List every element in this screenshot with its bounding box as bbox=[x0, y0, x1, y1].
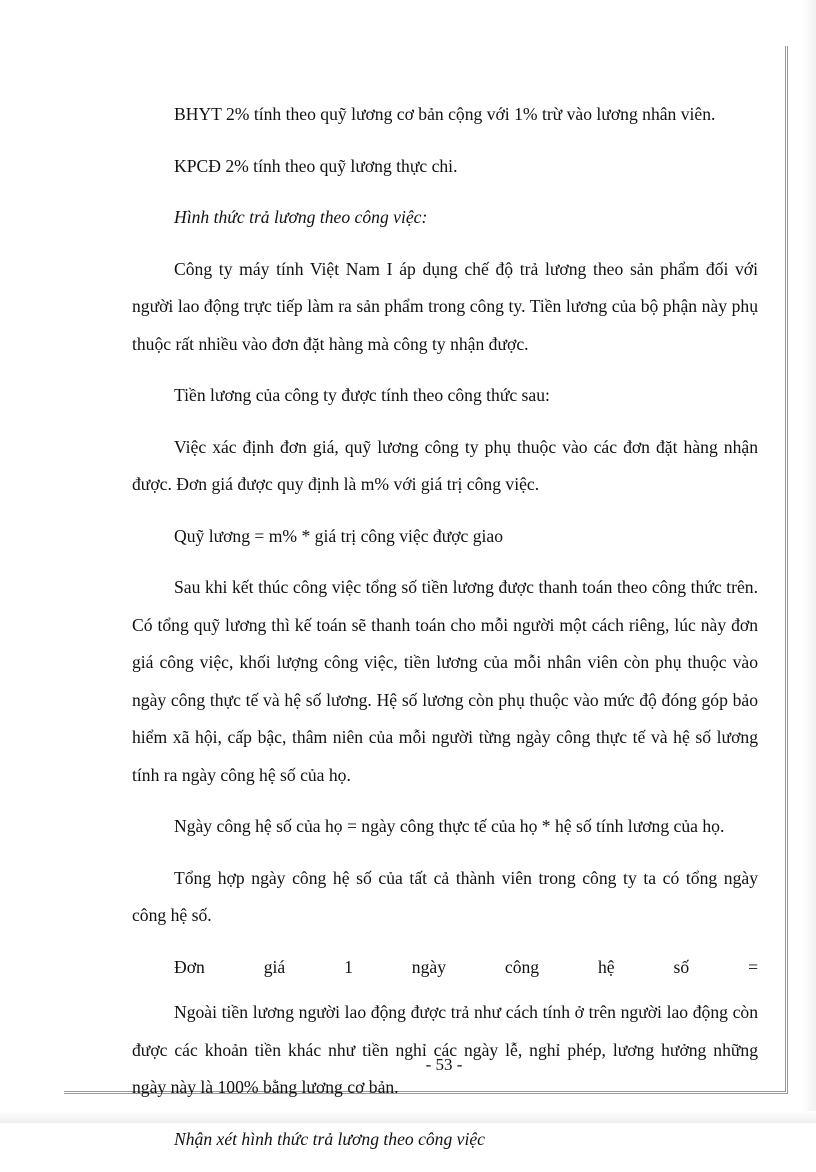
section-heading-payment-by-job: Hình thức trả lương theo công việc: bbox=[174, 207, 428, 227]
paragraph-bhyt: BHYT 2% tính theo quỹ lương cơ bản cộng với 1% trừ vào lương nhân viên. bbox=[174, 104, 716, 124]
paragraph-formula-intro: Tiền lương của công ty được tính theo công thức sau: bbox=[174, 385, 550, 405]
bottom-edge-shadow bbox=[0, 1111, 816, 1123]
paragraph-payment-process: Sau khi kết thúc công việc tổng số tiền lương được thanh toán theo công thức trên. Có tổng quỹ lương thì kế toán sẽ thanh toán cho mỗi người một cách riêng, lúc này đơn giá công việc, khối lượng công việc, tiền lương của mỗi nhân viên còn phụ thuộc vào ngày công thực tế và hệ số lương. Hệ số lương còn phụ thuộc vào mức độ đóng góp bảo hiểm xã hội, cấp bậc, thâm niên của mỗi người từng ngày công thực tế và hệ số lương tính ra ngày công hệ số của họ. bbox=[132, 577, 758, 785]
right-edge-shadow bbox=[802, 0, 816, 1123]
paragraph-kpcd: KPCĐ 2% tính theo quỹ lương thực chi. bbox=[174, 155, 458, 176]
page-number: - 53 - bbox=[425, 1055, 463, 1074]
document-body bbox=[132, 96, 758, 1172]
paragraph-total-coefficient-days: Tổng hợp ngày công hệ số của tất cả thành viên trong công ty ta có tổng ngày công hệ số. bbox=[132, 867, 758, 925]
section-heading-review: Nhận xét hình thức trả lương theo công việc bbox=[174, 1128, 485, 1149]
formula-unit-price-per-day: Đơn giá 1 ngày công hệ số = bbox=[174, 956, 758, 977]
formula-coefficient-days: Ngày công hệ số của họ = ngày công thực tế của họ * hệ số tính lương của họ. bbox=[174, 816, 725, 836]
formula-salary-fund: Quỹ lương = m% * giá trị công việc được giao bbox=[174, 525, 504, 546]
paragraph-unit-price: Việc xác định đơn giá, quỹ lương công ty phụ thuộc vào các đơn đặt hàng nhận được. Đơn giá được quy định là m% với giá trị công việc. bbox=[132, 436, 758, 494]
paragraph-additional-pay: Ngoài tiền lương người lao động được trả như cách tính ở trên người lao động còn được các khoản tiền khác như tiền nghỉ các ngày lễ, nghỉ phép, lương hưởng những ngày này là 100% bằng lương cơ bản. bbox=[132, 1002, 758, 1097]
paragraph-company-policy: Công ty máy tính Việt Nam I áp dụng chế độ trả lương theo sản phẩm đối với người lao động trực tiếp làm ra sản phẩm trong công ty. Tiền lương của bộ phận này phụ thuộc rất nhiều vào đơn đặt hàng mà công ty nhận được. bbox=[132, 258, 758, 354]
